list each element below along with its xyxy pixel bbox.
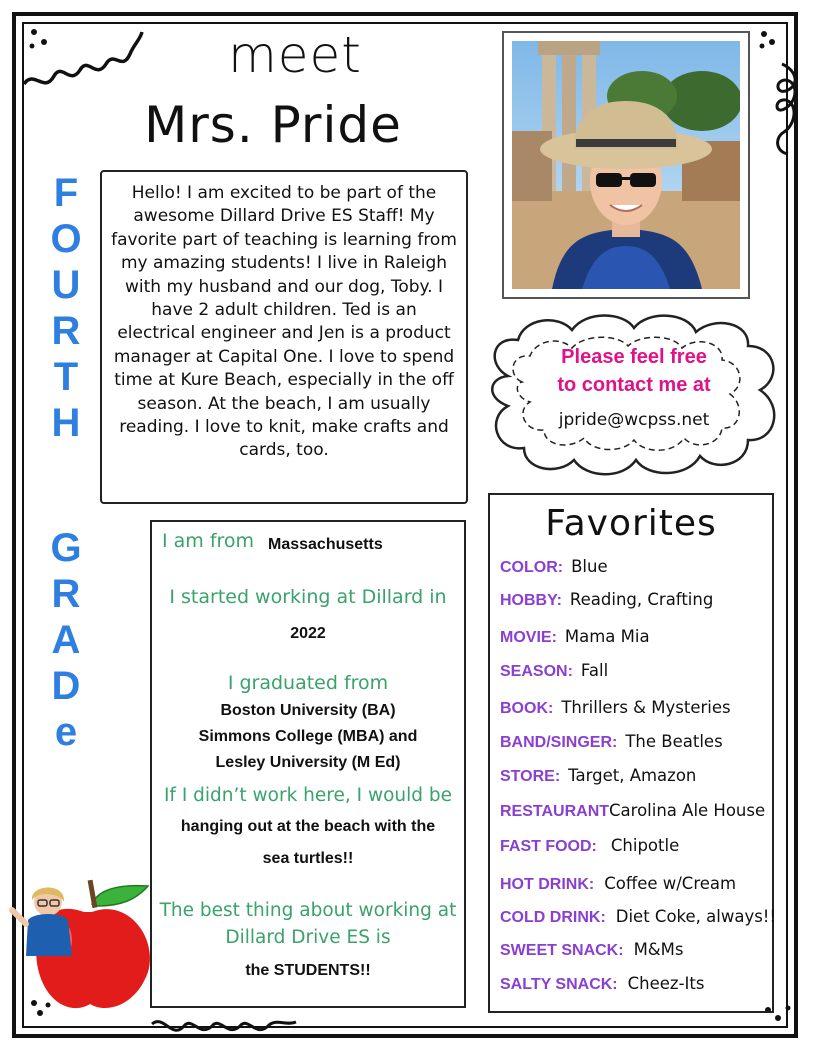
favorite-label: HOBBY: <box>500 592 562 609</box>
swirl-top-left-decoration <box>14 14 144 104</box>
favorite-item <box>500 940 684 960</box>
favorite-item <box>500 974 704 994</box>
vertical-word-grade <box>42 525 90 755</box>
favorite-item <box>500 698 731 718</box>
favorite-value: Reading, Crafting <box>569 590 714 609</box>
favorite-label: STORE: <box>500 768 561 785</box>
favorite-item <box>500 590 713 610</box>
teacher-photo <box>502 31 750 299</box>
if-not-here-value-1: hanging out at the beach with the <box>180 818 436 835</box>
side-letter: T <box>53 355 79 399</box>
started-value: 2022 <box>290 625 326 642</box>
favorite-value: Coffee w/Cream <box>604 874 737 893</box>
favorite-value: M&Ms <box>633 940 684 959</box>
side-letter: D <box>51 664 81 708</box>
favorite-value: Mama Mia <box>564 627 650 646</box>
apple-avatar-illustration <box>8 876 158 1016</box>
best-thing-label-2: Dillard Drive ES is <box>225 927 391 948</box>
favorite-label: SEASON: <box>500 663 573 680</box>
favorite-label: SWEET SNACK: <box>500 942 624 959</box>
if-not-here-label: If I didn’t work here, I would be <box>163 785 453 806</box>
vertical-word-fourth <box>42 170 90 446</box>
favorite-value: Fall <box>580 661 609 680</box>
contact-title-line1: Please feel free <box>561 346 707 368</box>
favorite-value: Blue <box>571 557 608 576</box>
graduated-value-2: Simmons College (MBA) and <box>198 728 418 745</box>
favorite-label: RESTAURANT <box>500 803 610 820</box>
favorite-item <box>500 661 608 681</box>
favorite-value: Carolina Ale House <box>609 801 766 820</box>
contact-email[interactable]: jpride@wcpss.net <box>558 410 710 430</box>
side-letter: H <box>51 401 81 445</box>
favorite-label: MOVIE: <box>500 629 557 646</box>
started-label: I started working at Dillard in <box>169 586 447 608</box>
from-value: Massachusetts <box>268 536 383 553</box>
graduated-label: I graduated from <box>227 672 389 694</box>
favorite-label: HOT DRINK: <box>500 876 595 893</box>
contact-title-line2: to contact me at <box>557 374 711 396</box>
favorite-value: Chipotle <box>610 836 680 855</box>
side-letter: R <box>51 572 81 616</box>
favorite-item <box>500 874 736 894</box>
side-letter: R <box>51 309 81 353</box>
favorite-item <box>500 732 723 752</box>
side-letter: A <box>51 618 81 662</box>
favorite-value: Cheez-Its <box>627 974 705 993</box>
bio-text: Hello! I am excited to be part of the awesome Dillard Drive ES Staff! My favorite part of teaching is learning from my amazing students! I live in Raleigh with my husband and our dog, Toby. I have 2 adult children. Ted is an electrical engineer and Jen is a product manager at Capital One. I love to spend time at Kure Beach, especially in the off season. At the beach, I am usually reading. I love to knit, make crafts and cards, too. <box>111 183 457 461</box>
header-meet: meet <box>228 26 362 84</box>
favorite-value: The Beatles <box>625 732 723 751</box>
side-letter: U <box>51 263 81 307</box>
favorite-item <box>500 557 608 577</box>
favorite-value: Thrillers & Mysteries <box>561 698 731 717</box>
swirl-top-right-decoration <box>752 24 802 164</box>
favorite-label: BAND/SINGER: <box>500 734 618 751</box>
side-letter: F <box>53 171 79 215</box>
swirl-bottom-decoration <box>150 1010 300 1046</box>
favorite-item <box>500 801 765 821</box>
favorite-label: SALTY SNACK: <box>500 976 618 993</box>
from-label: I am from <box>162 530 255 552</box>
favorite-item <box>500 766 696 786</box>
favorites-title: Favorites <box>545 503 717 544</box>
favorite-item <box>500 627 650 647</box>
contact-box <box>478 306 790 484</box>
teacher-photo-illustration <box>512 41 740 289</box>
favorites-box <box>488 493 777 1013</box>
favorite-value: Diet Coke, always!! <box>615 907 777 926</box>
graduated-value-3: Lesley University (M Ed) <box>215 754 401 771</box>
best-thing-label-1: The best thing about working at <box>159 900 457 921</box>
side-letter: O <box>50 217 82 261</box>
graduated-value-1: Boston University (BA) <box>220 702 396 719</box>
if-not-here-value-2: sea turtles!! <box>262 850 354 867</box>
bio-box <box>100 170 468 504</box>
best-thing-value: the STUDENTS!! <box>245 962 371 979</box>
favorite-label: COLOR: <box>500 559 564 576</box>
favorite-value: Target, Amazon <box>568 766 697 785</box>
page-title: Mrs. Pride <box>144 96 402 154</box>
favorite-item <box>500 907 776 927</box>
about-box <box>150 520 466 1008</box>
favorite-item <box>500 836 679 856</box>
favorite-label: FAST FOOD: <box>500 838 597 855</box>
favorite-label: BOOK: <box>500 700 554 717</box>
favorite-label: COLD DRINK: <box>500 909 606 926</box>
side-letter: G <box>50 526 82 570</box>
side-letter: e <box>54 710 78 754</box>
